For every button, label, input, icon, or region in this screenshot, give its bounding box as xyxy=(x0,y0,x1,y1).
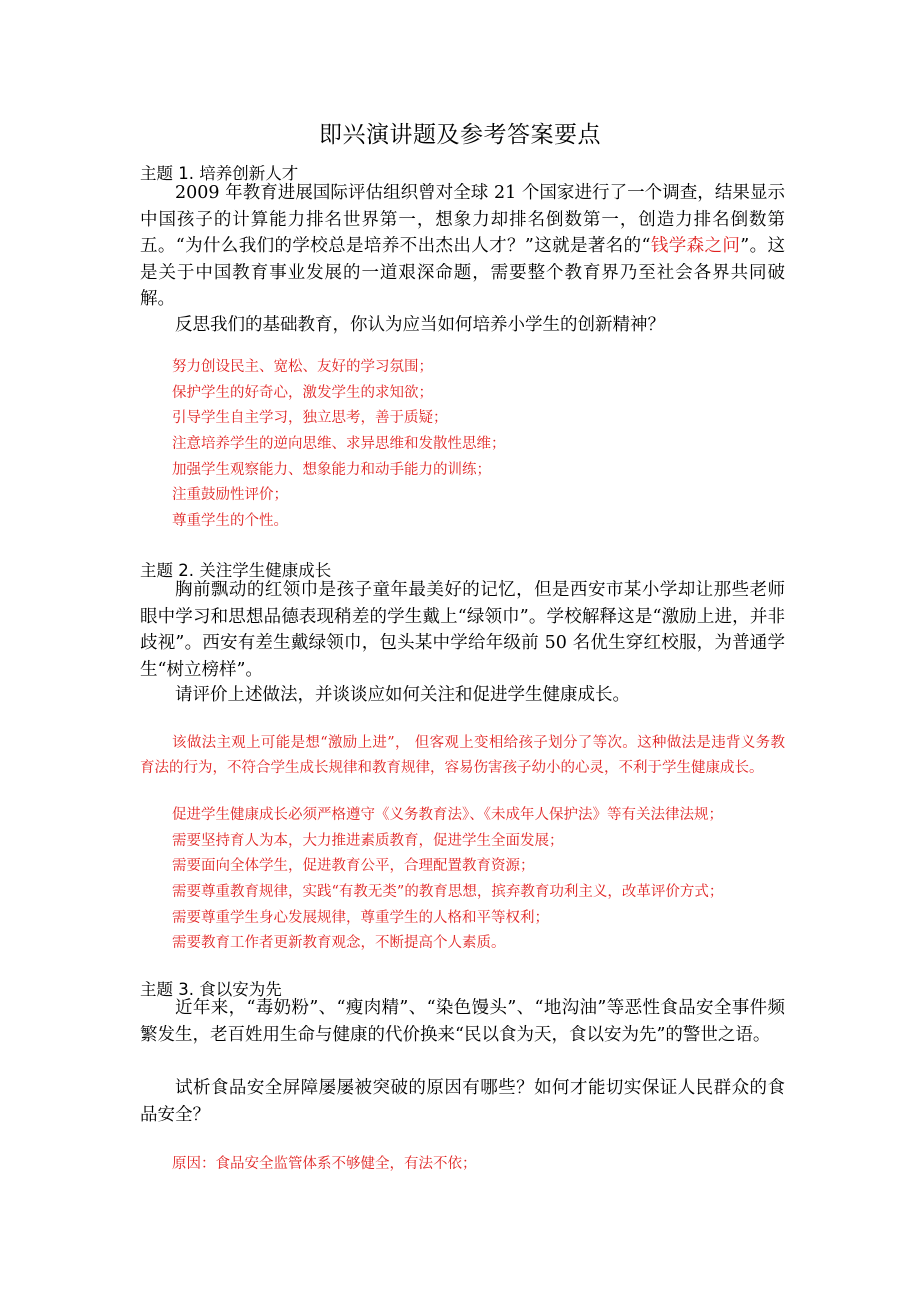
topic-1-paragraph-text-a: 2009 年教育进展国际评估组织曾对全球 21 个国家进行了一个调查，结果显示中国孩子的计算能力排名世界第一，想象力却排名倒数第一，创造力排名倒数第五。“为什么我们的学校总是培养不出杰出人才？”这就是著名的“ xyxy=(140,183,785,256)
topic-1-answer-item: 加强学生观察能力、想象能力和动手能力的训练； xyxy=(172,461,491,478)
topic-3-paragraph: 近年来，“毒奶粉”、“瘦肉精”、“染色馒头”、“地沟油”等恶性食品安全事件频繁发生，老百姓用生命与健康的代价换来“民以食为天，食以安为先”的警世之语。 xyxy=(140,998,785,1045)
topic-2-answer-item: 促进学生健康成长必须严格遵守《义务教育法》、《未成年人保护法》等有关法律法规； xyxy=(172,807,723,823)
topic-3-answer-item: 原因：食品安全监管体系不够健全，有法不依； xyxy=(172,1156,477,1172)
topic-1-question: 反思我们的基础教育，你认为应当如何培养小学生的创新精神？ xyxy=(175,315,665,335)
topic-1-answer-list xyxy=(172,355,506,535)
topic-3-question: 试析食品安全屏障屡屡被突破的原因有哪些？如何才能切实保证人民群众的食品安全？ xyxy=(140,1078,785,1125)
topic-1-answer-item: 注重鼓励性评价； xyxy=(172,487,288,504)
topic-3-heading: 主题 3. 食以安为先 xyxy=(140,980,282,999)
topic-2-paragraph: 胸前飘动的红领巾是孩子童年最美好的记忆，但是西安市某小学却让那些老师眼中学习和思想品德表现稍差的学生戴上“绿领巾”。学校解释这是“激励上进，并非歧视”。西安有差生戴绿领巾，包头某中学给年级前 50 名优生穿红校服，为普通学生“树立榜样”。 xyxy=(140,580,785,680)
topic-1-answer-item: 引导学生自主学习，独立思考，善于质疑； xyxy=(172,410,448,427)
topic-2-answer-item: 需要尊重学生身心发展规律，尊重学生的人格和平等权利； xyxy=(172,909,549,926)
topic-2-heading: 主题 2. 关注学生健康成长 xyxy=(140,561,332,580)
qian-xuesen-question-highlight: 钱学森之问 xyxy=(650,236,741,256)
topic-2-answer-list xyxy=(172,803,723,957)
topic-3-answer-list xyxy=(172,1152,477,1178)
topic-1-paragraph xyxy=(140,180,785,313)
topic-1-heading: 主题 1. 培养创新人才 xyxy=(140,164,299,183)
topic-2-question: 请评价上述做法，并谈谈应如何关注和促进学生健康成长。 xyxy=(175,685,630,705)
topic-1-answer-item: 保护学生的好奇心，激发学生的求知欲； xyxy=(172,384,433,401)
topic-1-paragraph-text-b: ”。这是关于中国教育事业发展的一道艰深命题，需要整个教育界乃至社会各界共同破解。 xyxy=(140,236,786,309)
topic-2-answer-paragraph: 该做法主观上可能是想“激励上进”， 但客观上变相给孩子划分了等次。这种做法是违背义务教育法的行为，不符合学生成长规律和教育规律，容易伤害孩子幼小的心灵，不利于学生健康成长。 xyxy=(140,735,785,776)
topic-2-answer-item: 需要坚持育人为本，大力推进素质教育，促进学生全面发展； xyxy=(172,832,564,849)
topic-2-answer-item: 需要尊重教育规律，实践“有教无类”的教育思想，摈弃教育功利主义，改革评价方式； xyxy=(172,884,724,901)
topic-1-answer-item: 尊重学生的个性。 xyxy=(172,513,288,530)
topic-1-answer-item: 注意培养学生的逆向思维、求异思维和发散性思维； xyxy=(172,436,506,453)
document-title: 即兴演讲题及参考答案要点 xyxy=(319,122,601,148)
topic-1-answer-item: 努力创设民主、宽松、友好的学习氛围； xyxy=(172,359,433,375)
topic-2-answer-item: 需要面向全体学生，促进教育公平，合理配置教育资源； xyxy=(172,858,535,875)
topic-2-answer-item: 需要教育工作者更新教育观念，不断提高个人素质。 xyxy=(172,935,506,952)
